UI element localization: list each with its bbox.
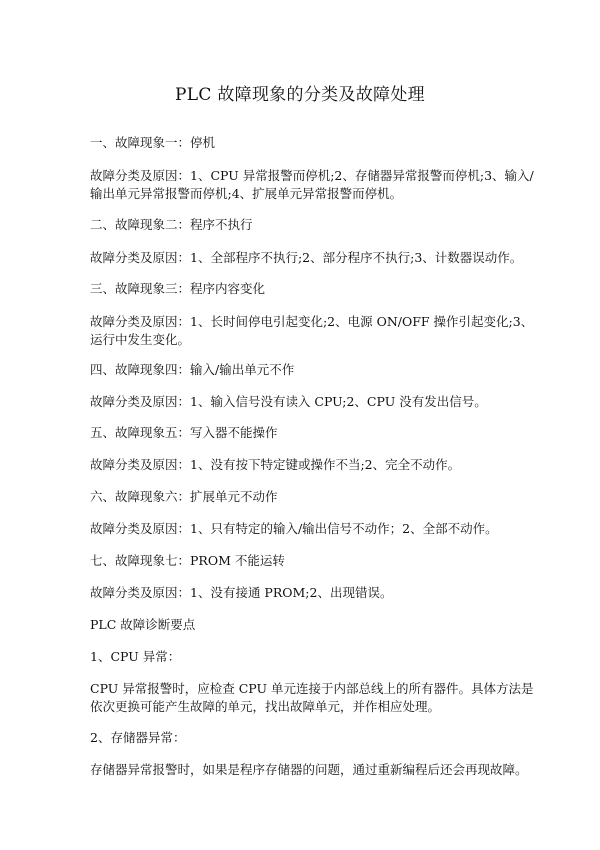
section-4-heading: 四、故障现象四：输入/输出单元不作 — [90, 362, 295, 377]
section-7-cause-line-1: 故障分类及原因：1、没有接通 PROM;2、出现错误。 — [90, 585, 393, 600]
section-4-cause-line-1: 故障分类及原因：1、输入信号没有读入 CPU;2、CPU 没有发出信号。 — [90, 394, 487, 409]
section-1-heading: 一、故障现象一：停机 — [90, 135, 216, 150]
memory-abnormal-line-1: 存储器异常报警时，如果是程序存储器的问题，通过重新编程后还会再现故障。 — [90, 762, 528, 777]
section-5-cause-line-1: 故障分类及原因：1、没有按下特定键或操作不当;2、完全不动作。 — [90, 457, 461, 472]
cpu-abnormal-line-2: 依次更换可能产生故障的单元，找出故障单元，并作相应处理。 — [90, 699, 441, 714]
section-1-cause-line-2: 输出单元异常报警而停机;4、扩展单元异常报警而停机。 — [90, 186, 403, 201]
section-2-cause-line-1: 故障分类及原因：1、全部程序不执行;2、部分程序不执行;3、计数器误动作。 — [90, 250, 523, 265]
section-2-heading: 二、故障现象二：程序不执行 — [90, 217, 253, 232]
cpu-abnormal-line-1: CPU 异常报警时，应检查 CPU 单元连接于内部总线上的所有器件。具体方法是 — [90, 681, 534, 696]
section-5-heading: 五、故障现象五：写入器不能操作 — [90, 425, 278, 440]
section-3-heading: 三、故障现象三：程序内容变化 — [90, 281, 266, 296]
memory-abnormal-heading: 2、存储器异常： — [90, 730, 186, 745]
section-3-cause-line-2: 运行中发生变化。 — [90, 332, 191, 347]
section-6-cause-line-1: 故障分类及原因：1、只有特定的输入/输出信号不动作；2、全部不动作。 — [90, 521, 498, 536]
section-6-heading: 六、故障现象六：扩展单元不动作 — [90, 489, 278, 504]
section-1-cause-line-1: 故障分类及原因：1、CPU 异常报警而停机;2、存储器异常报警而停机;3、输入/ — [90, 168, 534, 183]
diagnosis-heading: PLC 故障诊断要点 — [90, 617, 196, 632]
section-7-heading: 七、故障现象七：PROM 不能运转 — [90, 553, 285, 568]
document-title: PLC 故障现象的分类及故障处理 — [175, 85, 425, 105]
cpu-abnormal-heading: 1、CPU 异常： — [90, 649, 181, 664]
section-3-cause-line-1: 故障分类及原因：1、长时间停电引起变化;2、电源 ON/OFF 操作引起变化;3、 — [90, 314, 534, 329]
